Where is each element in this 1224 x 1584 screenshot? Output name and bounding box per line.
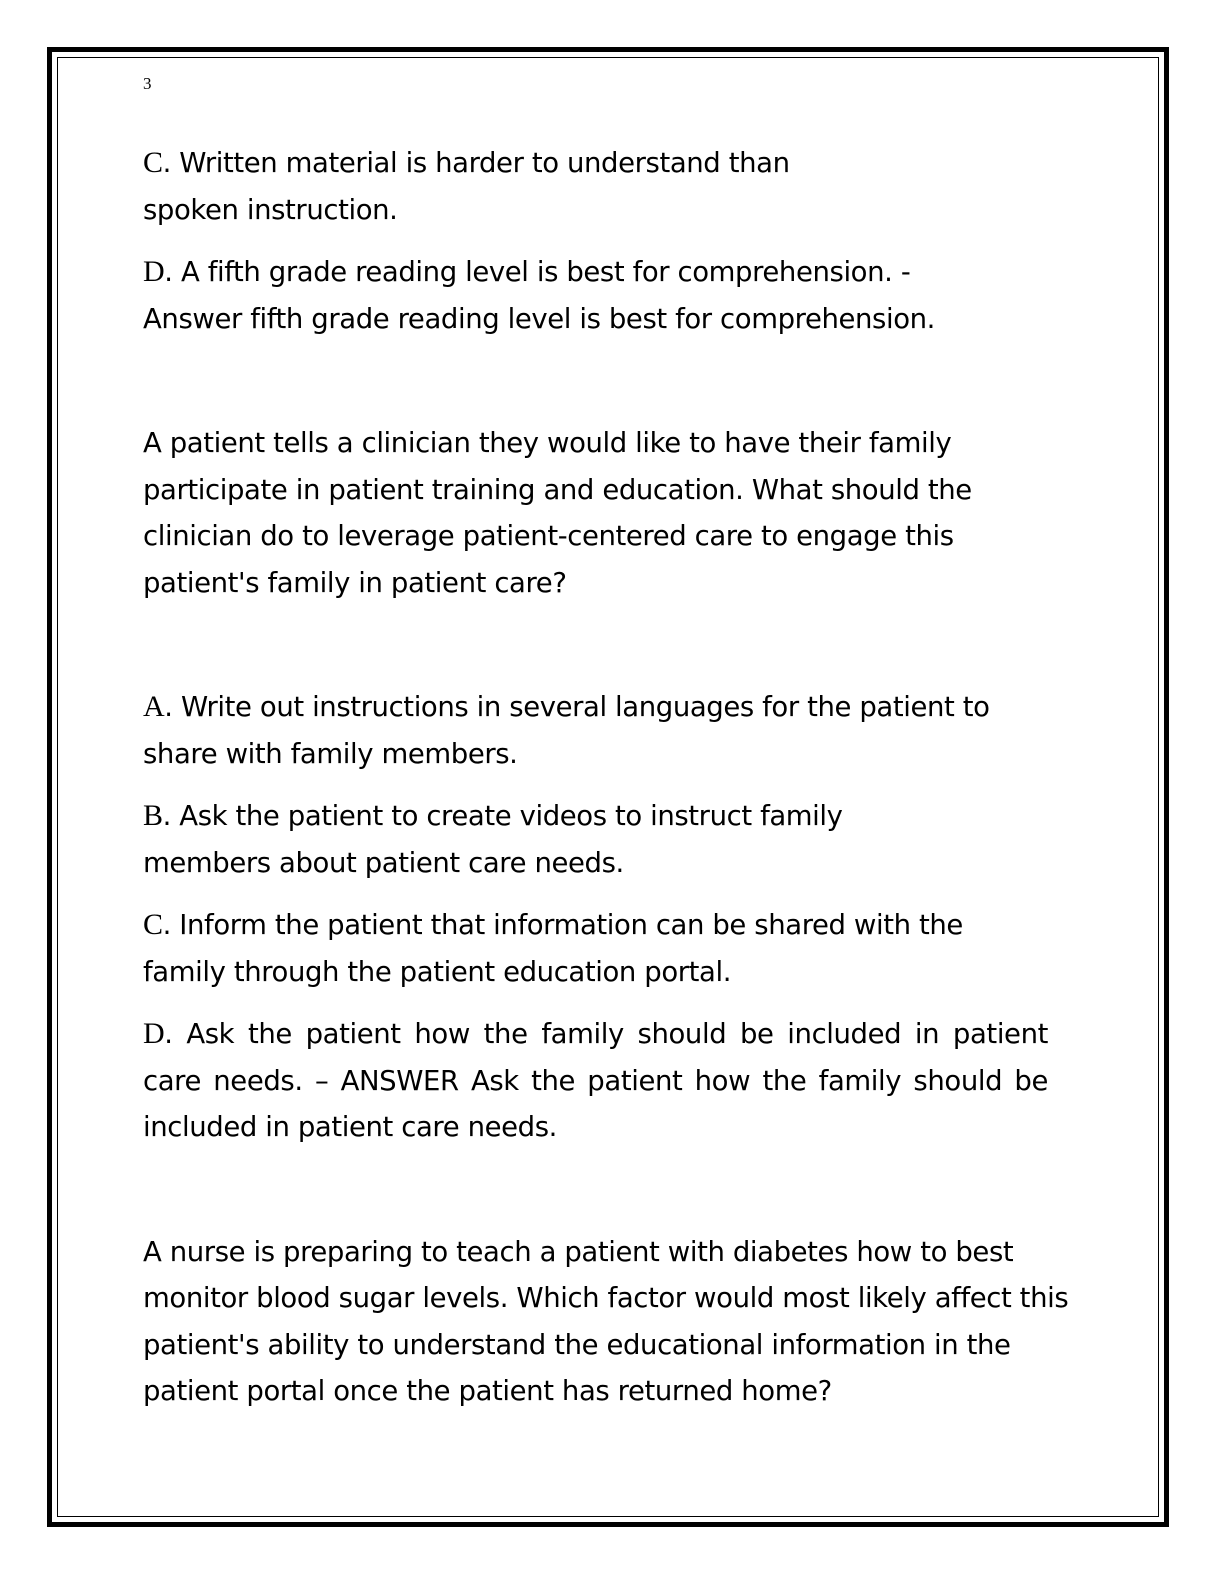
q1-option-d (143, 249, 993, 342)
option-text: . Inform the patient that information can be shared with the family through the patient education portal. (143, 909, 963, 988)
option-letter: D (143, 1017, 165, 1050)
option-letter: B (143, 799, 163, 832)
q3-stem: A nurse is preparing to teach a patient with diabetes how to best monitor blood sugar levels. Which factor would most likely affect this patient's ability to understand the educational information in the patient portal once the patient has returned home? (143, 1235, 1069, 1407)
option-letter: A (143, 690, 165, 723)
option-letter: C (143, 146, 163, 179)
option-letter: D (143, 255, 165, 288)
document-body (143, 140, 1069, 1415)
q2-option-c (143, 902, 993, 995)
q2-option-a (143, 684, 1033, 777)
q2-stem: A patient tells a clinician they would like to have their family participate in patient training and education. What should the clinician do to leverage patient-centered care to engage this patient's family in patient care? (143, 427, 972, 599)
q1-option-c (143, 140, 863, 233)
option-text: . Ask the patient how the family should be included in patient care needs. – ANSWER Ask the patient how the family should be included in patient care needs. (143, 1018, 1048, 1143)
q2-option-b (143, 793, 913, 886)
option-text: . Write out instructions in several languages for the patient to share with family members. (143, 691, 990, 770)
page-number: 3 (143, 74, 152, 93)
option-text: . Written material is harder to understand than spoken instruction. (143, 147, 790, 226)
option-text: . Ask the patient to create videos to instruct family members about patient care needs. (143, 800, 843, 879)
option-text: . A fifth grade reading level is best for comprehension. - Answer fifth grade reading level is best for comprehension. (143, 256, 936, 335)
q2-option-d (143, 1011, 1048, 1151)
option-letter: C (143, 908, 163, 941)
